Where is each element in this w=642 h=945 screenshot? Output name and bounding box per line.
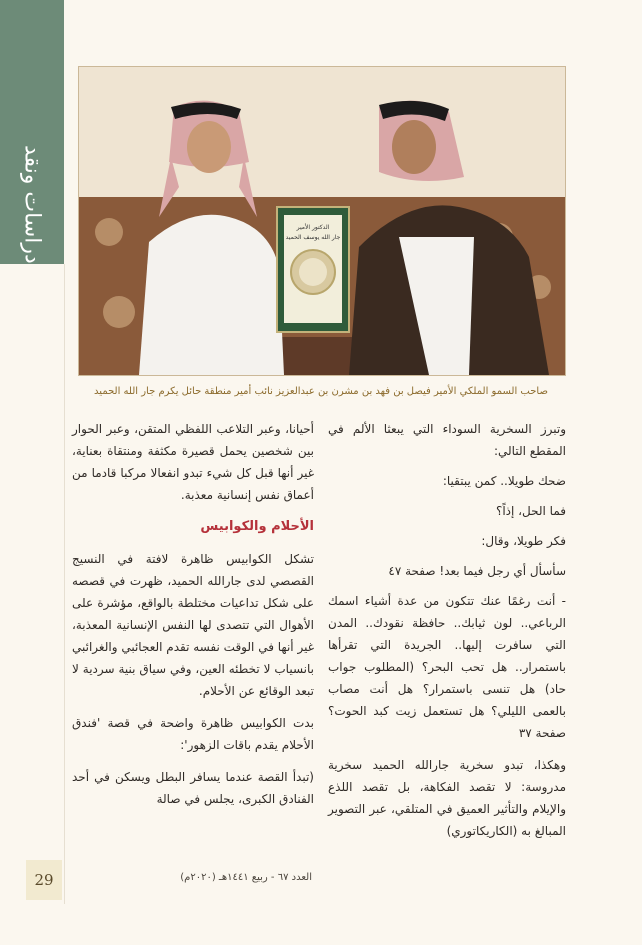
section-tab xyxy=(0,0,64,264)
paragraph: أحيانا، وعبر التلاعب اللفظي المتقن، وعبر الحوار بين شخصين يحمل قصيرة مكثفة ومنتقاة بعناية، غير أنها قبل كل شيء تبدو انفعالا مركبا قادما من أعماق نفس إنسانية معذبة. xyxy=(72,422,314,502)
paragraph: ضحك طويلا.. كمن يبتقيا: xyxy=(442,474,566,488)
section-tab-label: دراسات ونقد xyxy=(19,145,45,264)
paragraph: سأسأل أي رجل فيما بعد! صفحة ٤٧ xyxy=(388,564,566,578)
text-column-left xyxy=(72,418,314,820)
paragraph: فما الحل، إذاً؟ xyxy=(495,504,566,518)
photo-caption: صاحب السمو الملكي الأمير فيصل بن فهد بن مشرن بن عبدالعزيز نائب أمير منطقة حائل يكرم جار الله الحميد xyxy=(94,386,548,397)
paragraph: وهكذا، تبدو سخرية جارالله الحميد سخرية مدروسة: لا تقصد الفكاهة، بل تقصد اللذع والإيلام والتأثير العميق في المتلقي، عبر التصوير المبالغ به (الكاريكاتوري) xyxy=(328,758,566,838)
paragraph: - أنت رغمًا عنك تتكون من عدة أشياء اسمك الرباعي.. لون ثيابك.. حافظة نقودك.. المدن التي سافرت إليها.. الجريدة التي تقرأها باستمرار.. هل تحب البحر؟ (المطلوب جواب حاد) هل تنسى باستمرار؟ هل أنت مصاب بالعمى الليلي؟ هل تستعمل زيت كبد الحوت؟ صفحة ٣٧ xyxy=(328,594,566,740)
plaque-line2: جار الله يوسف الحميد xyxy=(285,234,341,241)
margin-rule xyxy=(64,264,65,904)
article-photo xyxy=(78,66,566,376)
paragraph: بدت الكوابيس ظاهرة واضحة في قصة 'فندق الأحلام يقدم باقات الزهور': xyxy=(72,716,314,752)
page-number: 29 xyxy=(26,860,62,900)
photo-illustration xyxy=(79,67,565,375)
paragraph: فكر طويلا، وقال: xyxy=(481,534,566,548)
plaque-line1: الدكتور الأمير xyxy=(296,224,330,231)
section-heading: الأحلام والكوابيس xyxy=(200,519,314,534)
issue-footer: العدد ٦٧ - ربيع ١٤٤١هـ (٢٠٢٠م) xyxy=(180,872,312,883)
text-column-right xyxy=(328,418,566,852)
paragraph: (تبدأ القصة عندما يسافر البطل ويسكن في أحد الفنادق الكبرى، يجلس في صالة xyxy=(72,770,314,806)
paragraph: تشكل الكوابيس ظاهرة لافتة في النسيج القصصي لدى جارالله الحميد، ظهرت في قصصه على شكل تداعيات مختلطة بالواقع، مؤشرة على الأهوال التي تتصدى لها النفس الإنسانية المعذبة، غير أنها في الوقت نفسه تقدم العجائبي والغرائبي بانسياب لا تخطئه العين، وفي سياق بنية سردية لا تبعد الوقائع عن الأحلام. xyxy=(72,552,314,698)
paragraph: وتبرز السخرية السوداء التي يبعثا الألم في المقطع التالي: xyxy=(328,422,566,458)
